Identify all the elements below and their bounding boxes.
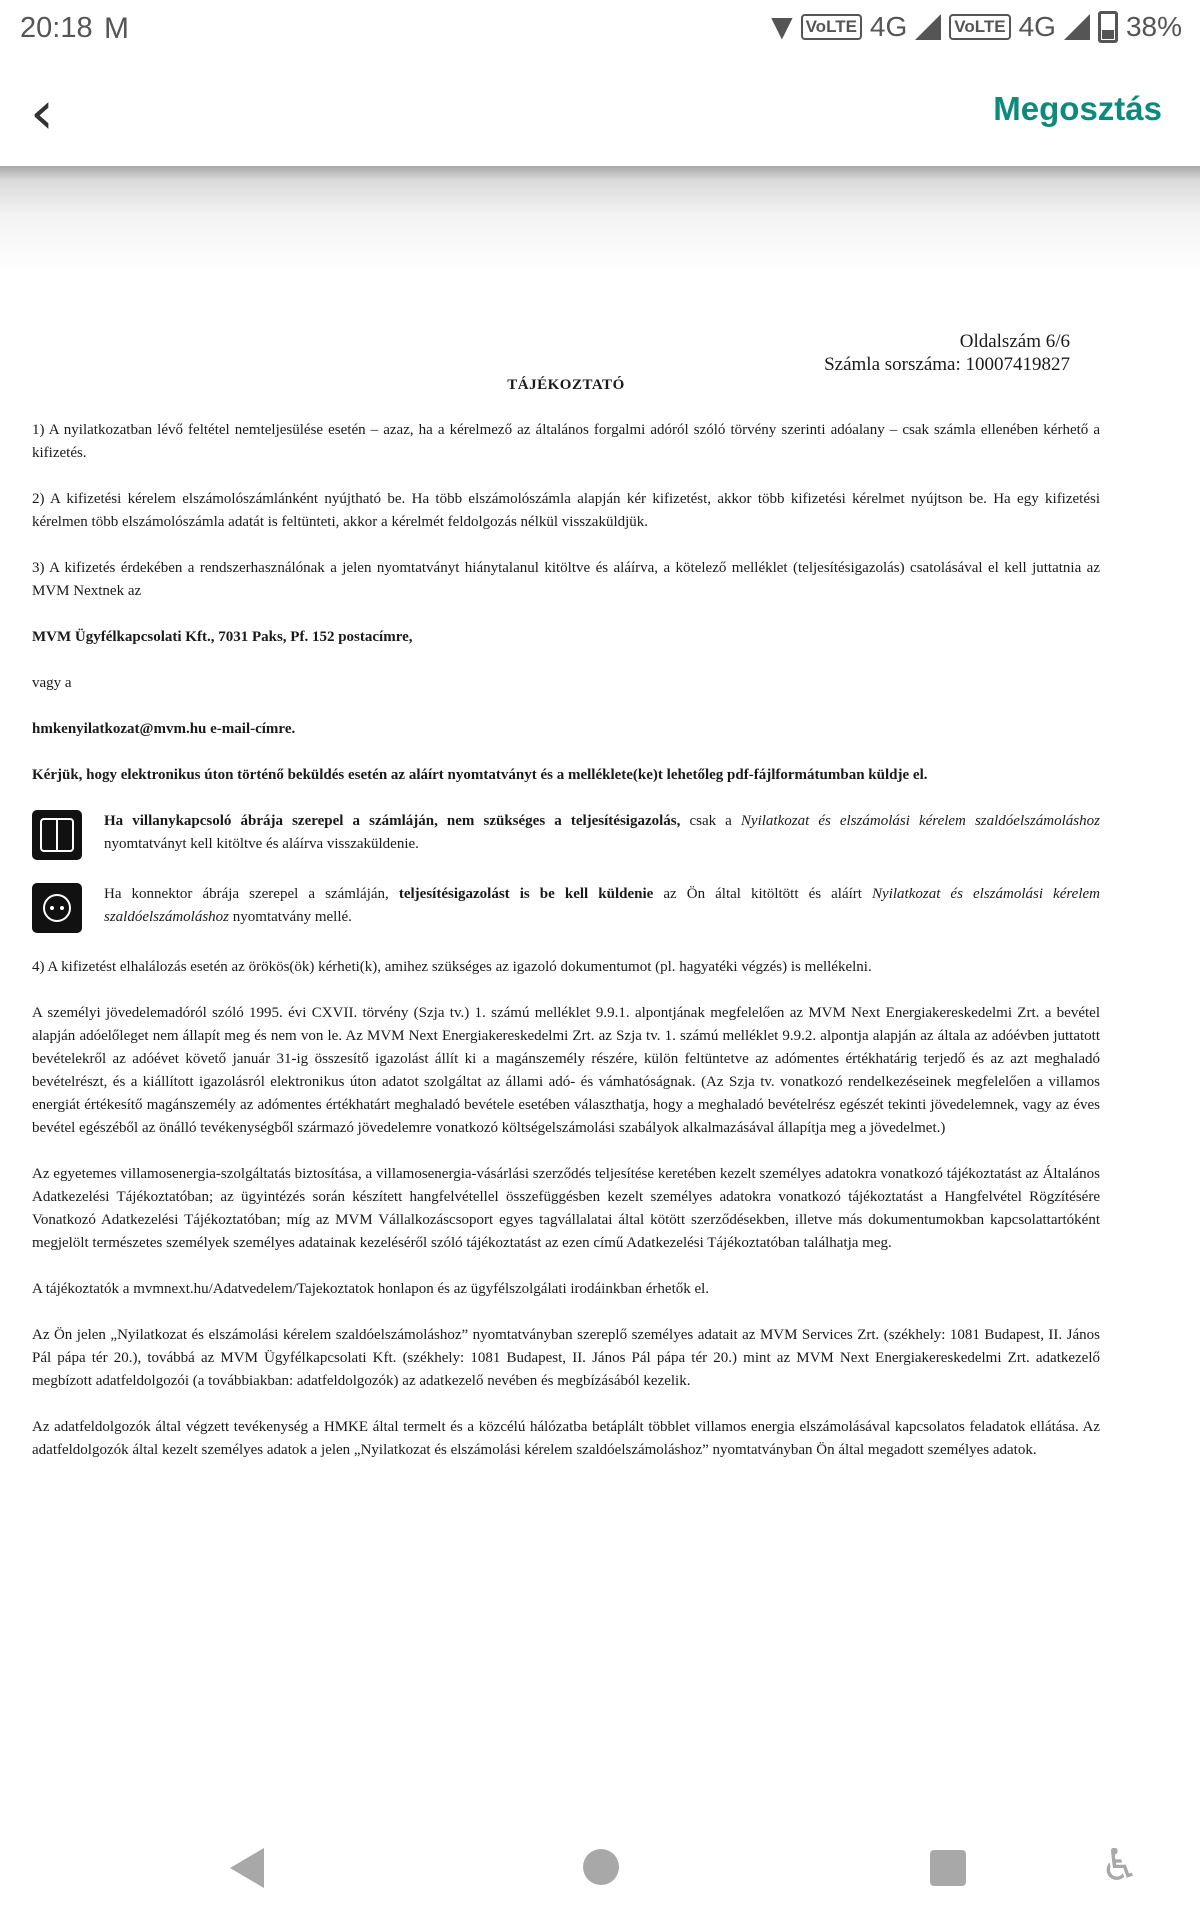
network-type-2: 4G: [1018, 10, 1056, 42]
status-bar: [0, 0, 1200, 60]
power-socket-icon: [32, 883, 82, 933]
switch-note-italic: Nyilatkozat és elszámolási kérelem szaldóelszámoláshoz: [740, 813, 1100, 829]
accessibility-icon[interactable]: ♿: [1100, 1840, 1140, 1891]
paragraph-6: Az egyetemes villamosenergia-szolgáltatás biztosítása, a villamosenergia-vásárlási szerződés teljesítése keretében kezelt személyes adatokra vonatkozó tájékoztatást az Általános Adatkezelési Tájékoztatóban; az ügyintézés során készített hangfelvétellel összefüggésben kezelt személyes adatokra vonatkozó tájékoztatást a Hangfelvétel Rögzítésére Vonatkozó Adatkezelési Tájékoztatóban; míg az MVM Vállalkozáscsoport egyes tagvállalatai által kötött szerződésekben, illetve más dokumentumokban kapcsolattartóként megjelölt természetes személyek személyes adatainak kezeléséről szóló tájékoztatást az ezen című Adatkezelési Tájékoztatóban találhatja meg.: [32, 1166, 1100, 1251]
socket-note: [32, 883, 1100, 933]
paragraph-9: Az adatfeldolgozók által végzett tevékenység a HMKE által termelt és a közcélú hálózatba betáplált többlet villamos energia elszámolásával kapcsolatos feladatok ellátása. Az adatfeldolgozók által kezelt személyes adatok a jelen „Nyilatkozat és elszámolási kérelem szaldóelszámoláshoz” nyomtatványban Ön által megadott személyes adatok.: [32, 1419, 1100, 1458]
or-text: vagy a: [32, 675, 72, 691]
socket-note-text: [104, 883, 1100, 929]
nav-back-icon[interactable]: [230, 1848, 264, 1888]
postal-address: MVM Ügyfélkapcsolati Kft., 7031 Paks, Pf. 152 postacímre,: [32, 629, 413, 645]
app-bar: [0, 60, 1200, 166]
paragraph-7: A tájékoztatók a mvmnext.hu/Adatvedelem/Tajekoztatok honlapon és az ügyfélszolgálati irodáinkban érhetők el.: [32, 1281, 710, 1297]
switch-note: [32, 810, 1100, 860]
paragraph-3: 3) A kifizetés érdekében a rendszerhasználónak a jelen nyomtatványt hiánytalanul kitöltve és aláírva, a kötelező melléklet (teljesítésigazolás) csatolásával el kell juttatnia az MVM Nextnek az: [32, 560, 1100, 599]
switch-note-bold: Ha villanykapcsoló ábrája szerepel a számláján, nem szükséges a teljesítésigazolás,: [104, 813, 681, 829]
status-icons: [771, 10, 1182, 43]
socket-note-start: Ha konnektor ábrája szerepel a számláján,: [104, 886, 399, 902]
socket-note-bold: teljesítésigazolást is be kell küldenie: [398, 886, 654, 902]
switch-note-end: nyomtatványt kell kitöltve és aláírva visszaküldenie.: [104, 836, 419, 852]
document-page[interactable]: [32, 330, 1100, 1485]
light-switch-icon: [32, 810, 82, 860]
back-button[interactable]: [30, 80, 90, 146]
invoice-number: Számla sorszáma: 10007419827: [824, 354, 1070, 375]
paragraph-1: 1) A nyilatkozatban lévő feltétel nemteljesülése esetén – azaz, ha a kérelmező az általános forgalmi adóról szóló törvény szerinti adóalany – csak számla ellenében kérhető a kifizetés.: [32, 422, 1100, 461]
document-header: [824, 330, 1070, 376]
switch-note-text: [104, 810, 1100, 856]
volte-badge-1: VoLTE: [801, 14, 862, 40]
socket-note-mid: az Ön által kitöltött és aláírt: [653, 886, 873, 902]
volte-badge-2: VoLTE: [949, 14, 1010, 40]
nav-home-icon[interactable]: [583, 1849, 619, 1885]
signal-icon: [1064, 14, 1090, 40]
network-type-1: 4G: [869, 10, 908, 42]
share-button[interactable]: Megosztás: [993, 90, 1162, 127]
toolbar-shadow: [0, 166, 1200, 286]
battery-level: 38%: [1125, 10, 1182, 42]
chevron-left-icon: ‹: [30, 78, 54, 148]
socket-note-end: nyomtatvány mellé.: [229, 909, 352, 925]
paragraph-2: 2) A kifizetési kérelem elszámolószámlánként nyújtható be. Ha több elszámolószámla alapján kér kifizetést, akkor több kifizetési kérelmet nyújtson be. Ha egy kifizetési kérelmen több elszámolószámla adatát is feltünteti, akkor a kérelmét feldolgozás nélkül visszaküldjük.: [32, 491, 1100, 530]
switch-note-mid: csak a: [680, 813, 741, 829]
signal-icon: [915, 14, 941, 40]
battery-icon: [1098, 11, 1118, 43]
gmail-icon: M: [104, 12, 129, 45]
system-nav-bar: [0, 1810, 1200, 1920]
pdf-request: Kérjük, hogy elektronikus úton történő beküldés esetén az aláírt nyomtatványt és a melléklete(ke)t lehetőleg pdf-fájlformátumban küldje el.: [32, 767, 928, 783]
paragraph-5: A személyi jövedelemadóról szóló 1995. évi CXVII. törvény (Szja tv.) 1. számú melléklet 9.9.1. alpontjának megfelelően az MVM Next Energiakereskedelmi Zrt. a bevétel alapján adóelőleget nem állapít meg és nem von le. Az MVM Next Energiakereskedelmi Zrt. az Szja tv. 1. számú melléklet 9.9.2. alpontja alapján az általa az adóévben juttatott bevételekről az adóévet követő január 31-ig összesítő igazolást állít ki a magánszemély részére, külön feltüntetve az adómentes értékhatárig terjedő és az azt meghaladó bevételrészt, és a kiállított igazolásról elektronikus úton adatot szolgáltat az állami adó- és vámhatóságnak. (Az Szja tv. vonatkozó rendelkezéseinek megfelelően a villamos energiát értékesítő magánszemély az adómentes értékhatárt meghaladó bevétele esetében választhatja, hogy a meghaladó bevételrész egészét tekinti jövedelemnek, vagy az éves bevétel egészéből az önálló tevékenységből származó jövedelemre vonatkozó költségelszámolási szabályok alkalmazásával állapítja meg a jövedelmet.): [32, 1005, 1100, 1136]
document-title: TÁJÉKOZTATÓ: [507, 377, 625, 393]
nav-recents-icon[interactable]: [930, 1850, 966, 1886]
email-address: hmkenyilatkozat@mvm.hu e-mail-címre.: [32, 721, 296, 737]
paragraph-8: Az Ön jelen „Nyilatkozat és elszámolási kérelem szaldóelszámoláshoz” nyomtatványban szereplő személyes adatait az MVM Services Zrt. (székhely: 1081 Budapest, II. János Pál pápa tér 20.), továbbá az MVM Ügyfélkapcsolati Kft. (székhely: 1081 Budapest, II. János Pál pápa tér 20.) mint az MVM Next Energiakereskedelmi Zrt. adatkezelő megbízott adatfeldolgozói (a továbbiakban: adatfeldolgozók) az adatkezelő nevében és megbízásából kezelik.: [32, 1327, 1100, 1389]
wifi-icon: ▼: [771, 10, 793, 43]
paragraph-4: 4) A kifizetést elhalálozás esetén az örökös(ök) kérheti(k), amihez szükséges az igazoló dokumentumot (pl. hagyatéki végzés) is mellékelni.: [32, 959, 872, 975]
status-time: 20:18: [20, 12, 93, 44]
page-number: Oldalszám 6/6: [959, 331, 1070, 352]
socket-note-italic: Nyilatkozat és elszámolási kérelem szaldóelszámoláshoz: [104, 886, 1100, 925]
